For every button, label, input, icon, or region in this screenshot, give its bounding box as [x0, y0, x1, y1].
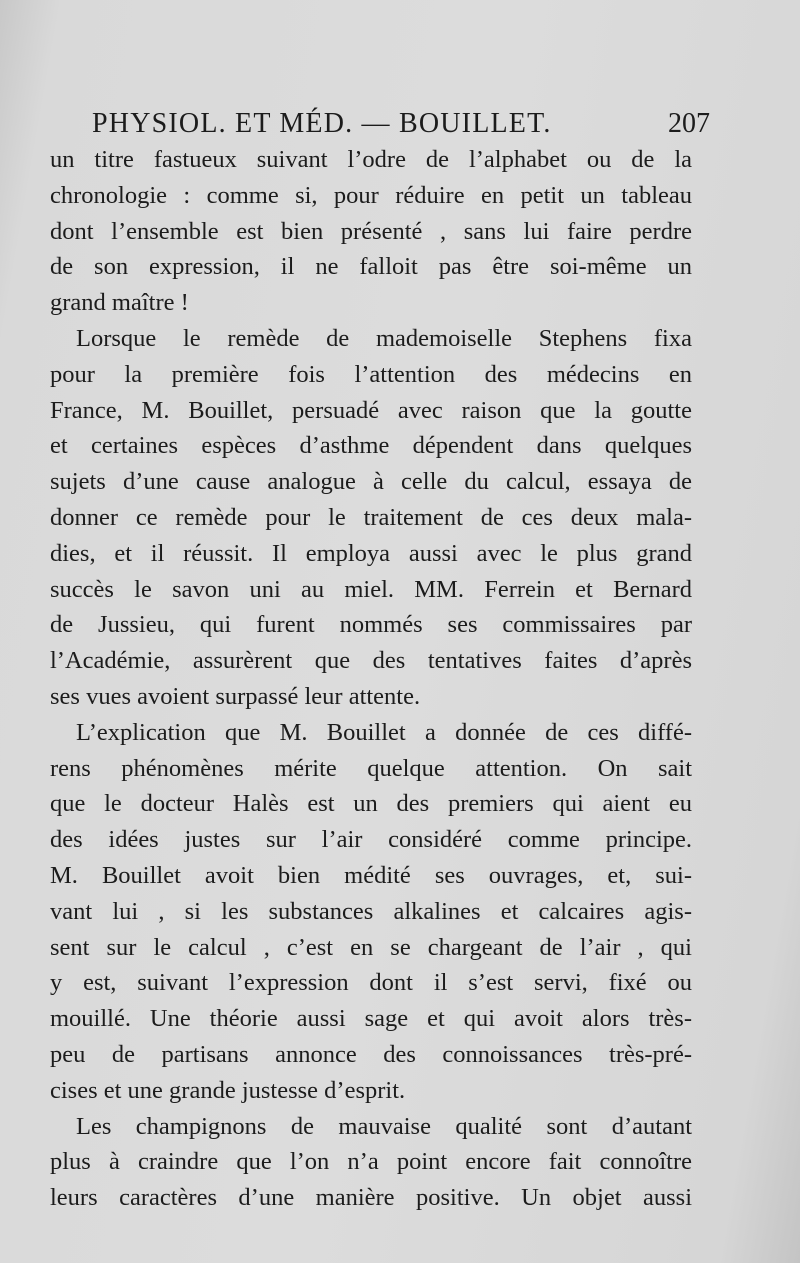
text-line: France, M. Bouillet, persuadé avec raison que la goutte — [50, 396, 692, 424]
text-line: pour la première fois l’attention des médecins en — [50, 360, 692, 388]
page-header — [92, 104, 710, 144]
text-line: des idées justes sur l’air considéré comme principe. — [50, 826, 692, 854]
paragraph-4 — [50, 1109, 692, 1216]
text-line: succès le savon uni au miel. MM. Ferrein et Bernard — [50, 575, 692, 603]
text-line: Les champignons de mauvaise qualité sont d’autant — [76, 1112, 692, 1140]
paragraph-3 — [50, 715, 692, 1109]
text-line: peu de partisans annonce des connoissances très-pré- — [50, 1040, 692, 1068]
text-line: y est, suivant l’expression dont il s’est servi, fixé ou — [50, 969, 692, 997]
text-line: ses vues avoient surpassé leur attente. — [50, 682, 421, 710]
text-line: grand maître ! — [50, 289, 189, 317]
text-line: cises et une grande justesse d’esprit. — [50, 1076, 406, 1104]
text-line: M. Bouillet avoit bien médité ses ouvrages, et, sui- — [50, 861, 692, 889]
text-line: de Jussieu, qui furent nommés ses commissaires par — [50, 611, 692, 639]
running-head: PHYSIOL. ET MÉD. — BOUILLET. — [92, 108, 552, 139]
text-line: chronologie : comme si, pour réduire en petit un tableau — [50, 181, 692, 209]
text-line: sujets d’une cause analogue à celle du calcul, essaya de — [50, 468, 692, 496]
text-line: plus à craindre que l’on n’a point encore fait connoître — [50, 1148, 692, 1176]
text-line: rens phénomènes mérite quelque attention. On sait — [50, 754, 692, 782]
text-line: dont l’ensemble est bien présenté , sans lui faire perdre — [50, 217, 692, 245]
text-line: vant lui , si les substances alkalines et calcaires agis- — [50, 897, 692, 925]
body-text — [50, 142, 692, 1216]
text-line: dies, et il réussit. Il employa aussi avec le plus grand — [50, 539, 692, 567]
text-line: l’Académie, assurèrent que des tentatives faites d’après — [50, 647, 692, 675]
text-line: L’explication que M. Bouillet a donnée de ces diffé- — [76, 718, 692, 746]
text-line: et certaines espèces d’asthme dépendent dans quelques — [50, 432, 692, 460]
paragraph-1 — [50, 142, 692, 321]
text-line: mouillé. Une théorie aussi sage et qui avoit alors très- — [50, 1005, 692, 1033]
text-line: Lorsque le remède de mademoiselle Stephens fixa — [76, 324, 692, 352]
text-line: de son expression, il ne falloit pas être soi-même un — [50, 253, 692, 281]
text-line: sent sur le calcul , c’est en se chargeant de l’air , qui — [50, 933, 692, 961]
text-line: un titre fastueux suivant l’odre de l’alphabet ou de la — [50, 146, 692, 173]
text-line: donner ce remède pour le traitement de ces deux mala- — [50, 503, 692, 531]
paragraph-2 — [50, 321, 692, 715]
text-line: leurs caractères d’une manière positive. Un objet aussi — [50, 1184, 692, 1212]
text-line: que le docteur Halès est un des premiers qui aient eu — [50, 790, 692, 818]
page-number: 207 — [668, 108, 710, 139]
